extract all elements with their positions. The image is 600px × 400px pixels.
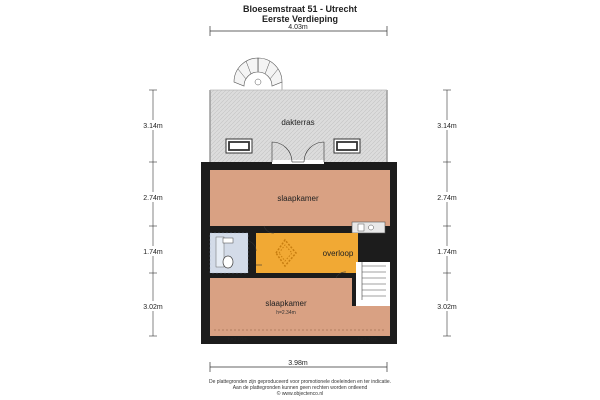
landing: [256, 233, 358, 273]
right-dim-2: 2.74m: [437, 195, 457, 202]
bedroom-bottom-height: h=2.34m: [276, 310, 296, 316]
slope-left-height: h=2.03m: [228, 337, 248, 343]
address-title: Bloesemstraat 51 - Utrecht: [242, 4, 358, 14]
slope-right-height: h=1.30m: [358, 337, 378, 343]
top-dimension: [210, 24, 387, 36]
bottom-width-label: 3.98m: [288, 360, 308, 367]
kitchenette: [352, 222, 385, 233]
bottom-dimension: [210, 360, 387, 372]
bedroom-bottom-label: slaapkamer: [265, 299, 307, 308]
right-dim-4: 3.02m: [437, 304, 457, 311]
left-dim-4: 3.02m: [143, 304, 163, 311]
left-dimension-chain: [132, 90, 174, 336]
terrace-label: dakterras: [281, 118, 315, 127]
landing-label: overloop: [322, 249, 354, 258]
left-dim-2: 2.74m: [143, 195, 163, 202]
left-dim-1: 3.14m: [143, 123, 163, 130]
terrace: [210, 90, 387, 162]
disclaimer-line-3: © www.objectenco.nl: [276, 391, 324, 397]
top-width-label: 4.03m: [288, 24, 308, 31]
disclaimer-line-1: De plattegronden zijn geproduceerd voor promotionele doeleinden en ter indicatie.: [208, 379, 392, 385]
floor-title: Eerste Verdieping: [261, 14, 339, 24]
left-dim-3: 1.74m: [143, 249, 163, 256]
bedroom-top-label: slaapkamer: [277, 194, 319, 203]
right-dim-3: 1.74m: [437, 249, 457, 256]
right-dimension-chain: [426, 90, 468, 336]
bedroom-top: [210, 170, 390, 226]
staircase: [356, 262, 390, 306]
right-dim-1: 3.14m: [437, 123, 457, 130]
spiral-staircase: [234, 58, 282, 90]
disclaimer-line-2: Aan de plattegronden kunnen geen rechten worden ontleend: [232, 385, 368, 391]
bathroom: [210, 233, 248, 273]
